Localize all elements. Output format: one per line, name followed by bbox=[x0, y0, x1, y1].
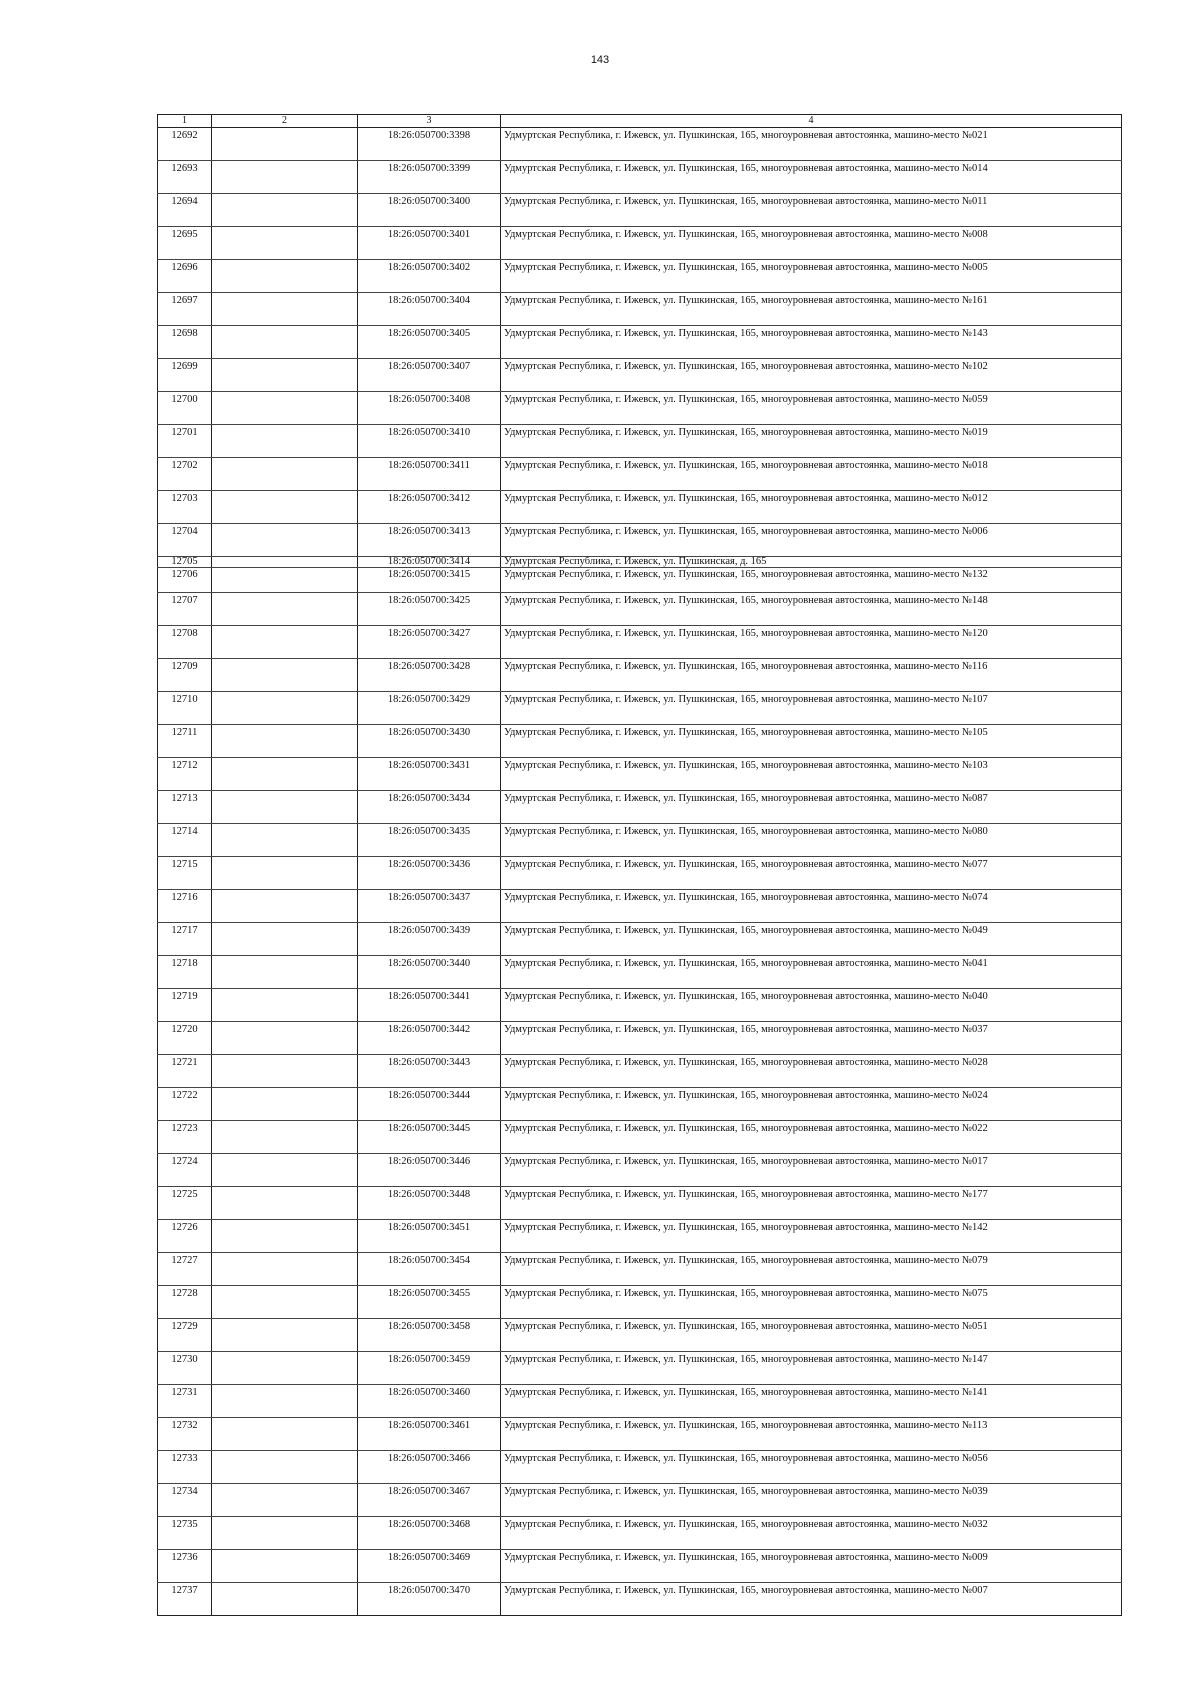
row-col2-cell bbox=[212, 1550, 358, 1583]
row-col2-cell bbox=[212, 725, 358, 758]
address-cell: Удмуртская Республика, г. Ижевск, ул. Пушкинская, 165, многоуровневая автостоянка, машино-место №041 bbox=[501, 956, 1122, 989]
address-cell: Удмуртская Республика, г. Ижевск, ул. Пушкинская, 165, многоуровневая автостоянка, машино-место №077 bbox=[501, 857, 1122, 890]
table-row bbox=[158, 593, 1122, 626]
row-col2-cell bbox=[212, 1154, 358, 1187]
address-cell: Удмуртская Республика, г. Ижевск, ул. Пушкинская, 165, многоуровневая автостоянка, машино-место №116 bbox=[501, 659, 1122, 692]
address-cell: Удмуртская Республика, г. Ижевск, ул. Пушкинская, 165, многоуровневая автостоянка, машино-место №056 bbox=[501, 1451, 1122, 1484]
row-number-cell: 12698 bbox=[158, 326, 212, 359]
table-row bbox=[158, 857, 1122, 890]
table-row bbox=[158, 491, 1122, 524]
table-row bbox=[158, 692, 1122, 725]
table-row bbox=[158, 1220, 1122, 1253]
address-cell: Удмуртская Республика, г. Ижевск, ул. Пушкинская, 165, многоуровневая автостоянка, машино-место №113 bbox=[501, 1418, 1122, 1451]
table-row bbox=[158, 1055, 1122, 1088]
row-col2-cell bbox=[212, 659, 358, 692]
address-cell: Удмуртская Республика, г. Ижевск, ул. Пушкинская, 165, многоуровневая автостоянка, машино-место №009 bbox=[501, 1550, 1122, 1583]
row-col2-cell bbox=[212, 161, 358, 194]
cadastral-number-cell: 18:26:050700:3411 bbox=[358, 458, 501, 491]
row-number-cell: 12730 bbox=[158, 1352, 212, 1385]
table-row bbox=[158, 260, 1122, 293]
row-number-cell: 12719 bbox=[158, 989, 212, 1022]
row-col2-cell bbox=[212, 791, 358, 824]
header-row bbox=[158, 115, 1122, 128]
row-col2-cell bbox=[212, 758, 358, 791]
row-number-cell: 12726 bbox=[158, 1220, 212, 1253]
address-cell: Удмуртская Республика, г. Ижевск, ул. Пушкинская, 165, многоуровневая автостоянка, машино-место №024 bbox=[501, 1088, 1122, 1121]
address-cell: Удмуртская Республика, г. Ижевск, ул. Пушкинская, 165, многоуровневая автостоянка, машино-место №039 bbox=[501, 1484, 1122, 1517]
cadastral-number-cell: 18:26:050700:3455 bbox=[358, 1286, 501, 1319]
table-row bbox=[158, 1154, 1122, 1187]
table-row bbox=[158, 1187, 1122, 1220]
row-col2-cell bbox=[212, 626, 358, 659]
table-row bbox=[158, 1484, 1122, 1517]
row-number-cell: 12697 bbox=[158, 293, 212, 326]
address-cell: Удмуртская Республика, г. Ижевск, ул. Пушкинская, 165, многоуровневая автостоянка, машино-место №022 bbox=[501, 1121, 1122, 1154]
row-number-cell: 12717 bbox=[158, 923, 212, 956]
row-number-cell: 12700 bbox=[158, 392, 212, 425]
row-number-cell: 12732 bbox=[158, 1418, 212, 1451]
table-row bbox=[158, 161, 1122, 194]
table-row bbox=[158, 326, 1122, 359]
address-cell: Удмуртская Республика, г. Ижевск, ул. Пушкинская, д. 165 bbox=[501, 557, 1122, 568]
row-number-cell: 12737 bbox=[158, 1583, 212, 1616]
row-col2-cell bbox=[212, 923, 358, 956]
row-number-cell: 12692 bbox=[158, 128, 212, 161]
address-cell: Удмуртская Республика, г. Ижевск, ул. Пушкинская, 165, многоуровневая автостоянка, машино-место №021 bbox=[501, 128, 1122, 161]
page-number: 143 bbox=[590, 54, 610, 66]
cadastral-number-cell: 18:26:050700:3434 bbox=[358, 791, 501, 824]
address-cell: Удмуртская Республика, г. Ижевск, ул. Пушкинская, 165, многоуровневая автостоянка, машино-место №051 bbox=[501, 1319, 1122, 1352]
table-row bbox=[158, 1517, 1122, 1550]
cadastral-number-cell: 18:26:050700:3469 bbox=[358, 1550, 501, 1583]
row-number-cell: 12709 bbox=[158, 659, 212, 692]
address-cell: Удмуртская Республика, г. Ижевск, ул. Пушкинская, 165, многоуровневая автостоянка, машино-место №177 bbox=[501, 1187, 1122, 1220]
table-row bbox=[158, 824, 1122, 857]
row-number-cell: 12693 bbox=[158, 161, 212, 194]
cadastral-number-cell: 18:26:050700:3427 bbox=[358, 626, 501, 659]
cadastral-number-cell: 18:26:050700:3454 bbox=[358, 1253, 501, 1286]
address-cell: Удмуртская Республика, г. Ижевск, ул. Пушкинская, 165, многоуровневая автостоянка, машино-место №032 bbox=[501, 1517, 1122, 1550]
row-number-cell: 12733 bbox=[158, 1451, 212, 1484]
cadastral-number-cell: 18:26:050700:3399 bbox=[358, 161, 501, 194]
table-row bbox=[158, 458, 1122, 491]
row-col2-cell bbox=[212, 1121, 358, 1154]
table-row bbox=[158, 791, 1122, 824]
header-col-1: 1 bbox=[158, 115, 212, 128]
row-col2-cell bbox=[212, 557, 358, 568]
address-cell: Удмуртская Республика, г. Ижевск, ул. Пушкинская, 165, многоуровневая автостоянка, машино-место №012 bbox=[501, 491, 1122, 524]
address-cell: Удмуртская Республика, г. Ижевск, ул. Пушкинская, 165, многоуровневая автостоянка, машино-место №141 bbox=[501, 1385, 1122, 1418]
address-cell: Удмуртская Республика, г. Ижевск, ул. Пушкинская, 165, многоуровневая автостоянка, машино-место №147 bbox=[501, 1352, 1122, 1385]
row-number-cell: 12713 bbox=[158, 791, 212, 824]
table-row bbox=[158, 923, 1122, 956]
row-col2-cell bbox=[212, 1022, 358, 1055]
address-cell: Удмуртская Республика, г. Ижевск, ул. Пушкинская, 165, многоуровневая автостоянка, машино-место №142 bbox=[501, 1220, 1122, 1253]
address-cell: Удмуртская Республика, г. Ижевск, ул. Пушкинская, 165, многоуровневая автостоянка, машино-место №014 bbox=[501, 161, 1122, 194]
cadastral-number-cell: 18:26:050700:3437 bbox=[358, 890, 501, 923]
cadastral-number-cell: 18:26:050700:3428 bbox=[358, 659, 501, 692]
row-number-cell: 12705 bbox=[158, 557, 212, 568]
row-col2-cell bbox=[212, 1253, 358, 1286]
cadastral-number-cell: 18:26:050700:3408 bbox=[358, 392, 501, 425]
row-col2-cell bbox=[212, 1385, 358, 1418]
header-col-2: 2 bbox=[212, 115, 358, 128]
cadastral-number-cell: 18:26:050700:3468 bbox=[358, 1517, 501, 1550]
row-number-cell: 12701 bbox=[158, 425, 212, 458]
table-row bbox=[158, 227, 1122, 260]
table-row bbox=[158, 1121, 1122, 1154]
row-col2-cell bbox=[212, 1583, 358, 1616]
address-cell: Удмуртская Республика, г. Ижевск, ул. Пушкинская, 165, многоуровневая автостоянка, машино-место №059 bbox=[501, 392, 1122, 425]
table-row bbox=[158, 1385, 1122, 1418]
table-row bbox=[158, 425, 1122, 458]
row-col2-cell bbox=[212, 458, 358, 491]
cadastral-number-cell: 18:26:050700:3460 bbox=[358, 1385, 501, 1418]
cadastral-number-cell: 18:26:050700:3413 bbox=[358, 524, 501, 557]
cadastral-number-cell: 18:26:050700:3458 bbox=[358, 1319, 501, 1352]
cadastral-number-cell: 18:26:050700:3441 bbox=[358, 989, 501, 1022]
row-col2-cell bbox=[212, 956, 358, 989]
row-col2-cell bbox=[212, 194, 358, 227]
cadastral-number-cell: 18:26:050700:3451 bbox=[358, 1220, 501, 1253]
cadastral-number-cell: 18:26:050700:3402 bbox=[358, 260, 501, 293]
table-row bbox=[158, 1583, 1122, 1616]
table-row bbox=[158, 1451, 1122, 1484]
table-row bbox=[158, 1550, 1122, 1583]
address-cell: Удмуртская Республика, г. Ижевск, ул. Пушкинская, 165, многоуровневая автостоянка, машино-место №005 bbox=[501, 260, 1122, 293]
header-col-3: 3 bbox=[358, 115, 501, 128]
row-number-cell: 12703 bbox=[158, 491, 212, 524]
table-row bbox=[158, 1418, 1122, 1451]
cadastral-number-cell: 18:26:050700:3448 bbox=[358, 1187, 501, 1220]
row-col2-cell bbox=[212, 1418, 358, 1451]
row-col2-cell bbox=[212, 857, 358, 890]
table-row bbox=[158, 1088, 1122, 1121]
row-col2-cell bbox=[212, 1319, 358, 1352]
row-col2-cell bbox=[212, 425, 358, 458]
table-row bbox=[158, 194, 1122, 227]
address-cell: Удмуртская Республика, г. Ижевск, ул. Пушкинская, 165, многоуровневая автостоянка, машино-место №105 bbox=[501, 725, 1122, 758]
cadastral-number-cell: 18:26:050700:3446 bbox=[358, 1154, 501, 1187]
table-row bbox=[158, 725, 1122, 758]
cadastral-number-cell: 18:26:050700:3410 bbox=[358, 425, 501, 458]
row-number-cell: 12735 bbox=[158, 1517, 212, 1550]
cadastral-number-cell: 18:26:050700:3398 bbox=[358, 128, 501, 161]
cadastral-number-cell: 18:26:050700:3401 bbox=[358, 227, 501, 260]
row-number-cell: 12707 bbox=[158, 593, 212, 626]
row-col2-cell bbox=[212, 128, 358, 161]
table-row bbox=[158, 956, 1122, 989]
table-row bbox=[158, 1253, 1122, 1286]
row-col2-cell bbox=[212, 1088, 358, 1121]
table-row bbox=[158, 359, 1122, 392]
row-col2-cell bbox=[212, 1055, 358, 1088]
address-cell: Удмуртская Республика, г. Ижевск, ул. Пушкинская, 165, многоуровневая автостоянка, машино-место №102 bbox=[501, 359, 1122, 392]
row-number-cell: 12712 bbox=[158, 758, 212, 791]
address-cell: Удмуртская Республика, г. Ижевск, ул. Пушкинская, 165, многоуровневая автостоянка, машино-место №040 bbox=[501, 989, 1122, 1022]
cadastral-number-cell: 18:26:050700:3440 bbox=[358, 956, 501, 989]
table-row bbox=[158, 1352, 1122, 1385]
table-body bbox=[158, 128, 1122, 1616]
cadastral-number-cell: 18:26:050700:3407 bbox=[358, 359, 501, 392]
cadastral-number-cell: 18:26:050700:3400 bbox=[358, 194, 501, 227]
table-row bbox=[158, 1319, 1122, 1352]
row-number-cell: 12723 bbox=[158, 1121, 212, 1154]
row-number-cell: 12716 bbox=[158, 890, 212, 923]
header-col-4: 4 bbox=[501, 115, 1122, 128]
row-number-cell: 12708 bbox=[158, 626, 212, 659]
table-row bbox=[158, 557, 1122, 568]
address-cell: Удмуртская Республика, г. Ижевск, ул. Пушкинская, 165, многоуровневая автостоянка, машино-место №161 bbox=[501, 293, 1122, 326]
cadastral-number-cell: 18:26:050700:3461 bbox=[358, 1418, 501, 1451]
address-cell: Удмуртская Республика, г. Ижевск, ул. Пушкинская, 165, многоуровневая автостоянка, машино-место №074 bbox=[501, 890, 1122, 923]
address-cell: Удмуртская Республика, г. Ижевск, ул. Пушкинская, 165, многоуровневая автостоянка, машино-место №148 bbox=[501, 593, 1122, 626]
row-col2-cell bbox=[212, 989, 358, 1022]
address-cell: Удмуртская Республика, г. Ижевск, ул. Пушкинская, 165, многоуровневая автостоянка, машино-место №007 bbox=[501, 1583, 1122, 1616]
row-number-cell: 12715 bbox=[158, 857, 212, 890]
row-number-cell: 12694 bbox=[158, 194, 212, 227]
row-number-cell: 12714 bbox=[158, 824, 212, 857]
table-row bbox=[158, 293, 1122, 326]
table-row bbox=[158, 1286, 1122, 1319]
cadastral-number-cell: 18:26:050700:3445 bbox=[358, 1121, 501, 1154]
address-cell: Удмуртская Республика, г. Ижевск, ул. Пушкинская, 165, многоуровневая автостоянка, машино-место №087 bbox=[501, 791, 1122, 824]
address-cell: Удмуртская Республика, г. Ижевск, ул. Пушкинская, 165, многоуровневая автостоянка, машино-место №006 bbox=[501, 524, 1122, 557]
cadastral-number-cell: 18:26:050700:3430 bbox=[358, 725, 501, 758]
row-number-cell: 12695 bbox=[158, 227, 212, 260]
address-cell: Удмуртская Республика, г. Ижевск, ул. Пушкинская, 165, многоуровневая автостоянка, машино-место №028 bbox=[501, 1055, 1122, 1088]
address-cell: Удмуртская Республика, г. Ижевск, ул. Пушкинская, 165, многоуровневая автостоянка, машино-место №079 bbox=[501, 1253, 1122, 1286]
row-number-cell: 12736 bbox=[158, 1550, 212, 1583]
row-col2-cell bbox=[212, 1286, 358, 1319]
table-row bbox=[158, 568, 1122, 593]
cadastral-number-cell: 18:26:050700:3436 bbox=[358, 857, 501, 890]
row-col2-cell bbox=[212, 326, 358, 359]
table-row bbox=[158, 1022, 1122, 1055]
address-cell: Удмуртская Республика, г. Ижевск, ул. Пушкинская, 165, многоуровневая автостоянка, машино-место №107 bbox=[501, 692, 1122, 725]
address-cell: Удмуртская Республика, г. Ижевск, ул. Пушкинская, 165, многоуровневая автостоянка, машино-место №018 bbox=[501, 458, 1122, 491]
cadastral-number-cell: 18:26:050700:3425 bbox=[358, 593, 501, 626]
cadastral-number-cell: 18:26:050700:3412 bbox=[358, 491, 501, 524]
row-number-cell: 12704 bbox=[158, 524, 212, 557]
cadastral-number-cell: 18:26:050700:3415 bbox=[358, 568, 501, 593]
address-cell: Удмуртская Республика, г. Ижевск, ул. Пушкинская, 165, многоуровневая автостоянка, машино-место №080 bbox=[501, 824, 1122, 857]
row-col2-cell bbox=[212, 568, 358, 593]
address-cell: Удмуртская Республика, г. Ижевск, ул. Пушкинская, 165, многоуровневая автостоянка, машино-место №037 bbox=[501, 1022, 1122, 1055]
cadastral-number-cell: 18:26:050700:3466 bbox=[358, 1451, 501, 1484]
row-col2-cell bbox=[212, 593, 358, 626]
address-cell: Удмуртская Республика, г. Ижевск, ул. Пушкинская, 165, многоуровневая автостоянка, машино-место №143 bbox=[501, 326, 1122, 359]
address-cell: Удмуртская Республика, г. Ижевск, ул. Пушкинская, 165, многоуровневая автостоянка, машино-место №008 bbox=[501, 227, 1122, 260]
row-col2-cell bbox=[212, 1220, 358, 1253]
address-cell: Удмуртская Республика, г. Ижевск, ул. Пушкинская, 165, многоуровневая автостоянка, машино-место №011 bbox=[501, 194, 1122, 227]
row-number-cell: 12722 bbox=[158, 1088, 212, 1121]
row-number-cell: 12724 bbox=[158, 1154, 212, 1187]
row-col2-cell bbox=[212, 692, 358, 725]
table-row bbox=[158, 659, 1122, 692]
table-row bbox=[158, 989, 1122, 1022]
row-number-cell: 12731 bbox=[158, 1385, 212, 1418]
row-col2-cell bbox=[212, 524, 358, 557]
row-number-cell: 12729 bbox=[158, 1319, 212, 1352]
row-col2-cell bbox=[212, 260, 358, 293]
row-col2-cell bbox=[212, 890, 358, 923]
cadastral-number-cell: 18:26:050700:3405 bbox=[358, 326, 501, 359]
address-cell: Удмуртская Республика, г. Ижевск, ул. Пушкинская, 165, многоуровневая автостоянка, машино-место №132 bbox=[501, 568, 1122, 593]
table-row bbox=[158, 890, 1122, 923]
cadastral-number-cell: 18:26:050700:3470 bbox=[358, 1583, 501, 1616]
row-number-cell: 12711 bbox=[158, 725, 212, 758]
row-number-cell: 12699 bbox=[158, 359, 212, 392]
row-number-cell: 12706 bbox=[158, 568, 212, 593]
cadastral-number-cell: 18:26:050700:3443 bbox=[358, 1055, 501, 1088]
cadastral-number-cell: 18:26:050700:3442 bbox=[358, 1022, 501, 1055]
row-number-cell: 12720 bbox=[158, 1022, 212, 1055]
row-number-cell: 12710 bbox=[158, 692, 212, 725]
row-col2-cell bbox=[212, 1451, 358, 1484]
cadastral-number-cell: 18:26:050700:3429 bbox=[358, 692, 501, 725]
row-number-cell: 12702 bbox=[158, 458, 212, 491]
row-col2-cell bbox=[212, 1484, 358, 1517]
row-number-cell: 12727 bbox=[158, 1253, 212, 1286]
table-row bbox=[158, 524, 1122, 557]
table-header bbox=[158, 115, 1122, 128]
registry-table bbox=[157, 114, 1122, 1616]
address-cell: Удмуртская Республика, г. Ижевск, ул. Пушкинская, 165, многоуровневая автостоянка, машино-место №103 bbox=[501, 758, 1122, 791]
table-row bbox=[158, 128, 1122, 161]
address-cell: Удмуртская Республика, г. Ижевск, ул. Пушкинская, 165, многоуровневая автостоянка, машино-место №019 bbox=[501, 425, 1122, 458]
row-col2-cell bbox=[212, 1517, 358, 1550]
cadastral-number-cell: 18:26:050700:3459 bbox=[358, 1352, 501, 1385]
cadastral-number-cell: 18:26:050700:3431 bbox=[358, 758, 501, 791]
address-cell: Удмуртская Республика, г. Ижевск, ул. Пушкинская, 165, многоуровневая автостоянка, машино-место №017 bbox=[501, 1154, 1122, 1187]
table-row bbox=[158, 392, 1122, 425]
row-number-cell: 12696 bbox=[158, 260, 212, 293]
cadastral-number-cell: 18:26:050700:3435 bbox=[358, 824, 501, 857]
row-number-cell: 12728 bbox=[158, 1286, 212, 1319]
row-col2-cell bbox=[212, 491, 358, 524]
cadastral-number-cell: 18:26:050700:3414 bbox=[358, 557, 501, 568]
row-col2-cell bbox=[212, 824, 358, 857]
address-cell: Удмуртская Республика, г. Ижевск, ул. Пушкинская, 165, многоуровневая автостоянка, машино-место №049 bbox=[501, 923, 1122, 956]
row-col2-cell bbox=[212, 359, 358, 392]
row-col2-cell bbox=[212, 1187, 358, 1220]
row-col2-cell bbox=[212, 293, 358, 326]
address-cell: Удмуртская Республика, г. Ижевск, ул. Пушкинская, 165, многоуровневая автостоянка, машино-место №075 bbox=[501, 1286, 1122, 1319]
cadastral-number-cell: 18:26:050700:3444 bbox=[358, 1088, 501, 1121]
row-col2-cell bbox=[212, 392, 358, 425]
row-number-cell: 12718 bbox=[158, 956, 212, 989]
row-number-cell: 12725 bbox=[158, 1187, 212, 1220]
cadastral-number-cell: 18:26:050700:3439 bbox=[358, 923, 501, 956]
address-cell: Удмуртская Республика, г. Ижевск, ул. Пушкинская, 165, многоуровневая автостоянка, машино-место №120 bbox=[501, 626, 1122, 659]
row-number-cell: 12721 bbox=[158, 1055, 212, 1088]
row-number-cell: 12734 bbox=[158, 1484, 212, 1517]
row-col2-cell bbox=[212, 227, 358, 260]
row-col2-cell bbox=[212, 1352, 358, 1385]
table-row bbox=[158, 626, 1122, 659]
table-row bbox=[158, 758, 1122, 791]
cadastral-number-cell: 18:26:050700:3404 bbox=[358, 293, 501, 326]
cadastral-number-cell: 18:26:050700:3467 bbox=[358, 1484, 501, 1517]
